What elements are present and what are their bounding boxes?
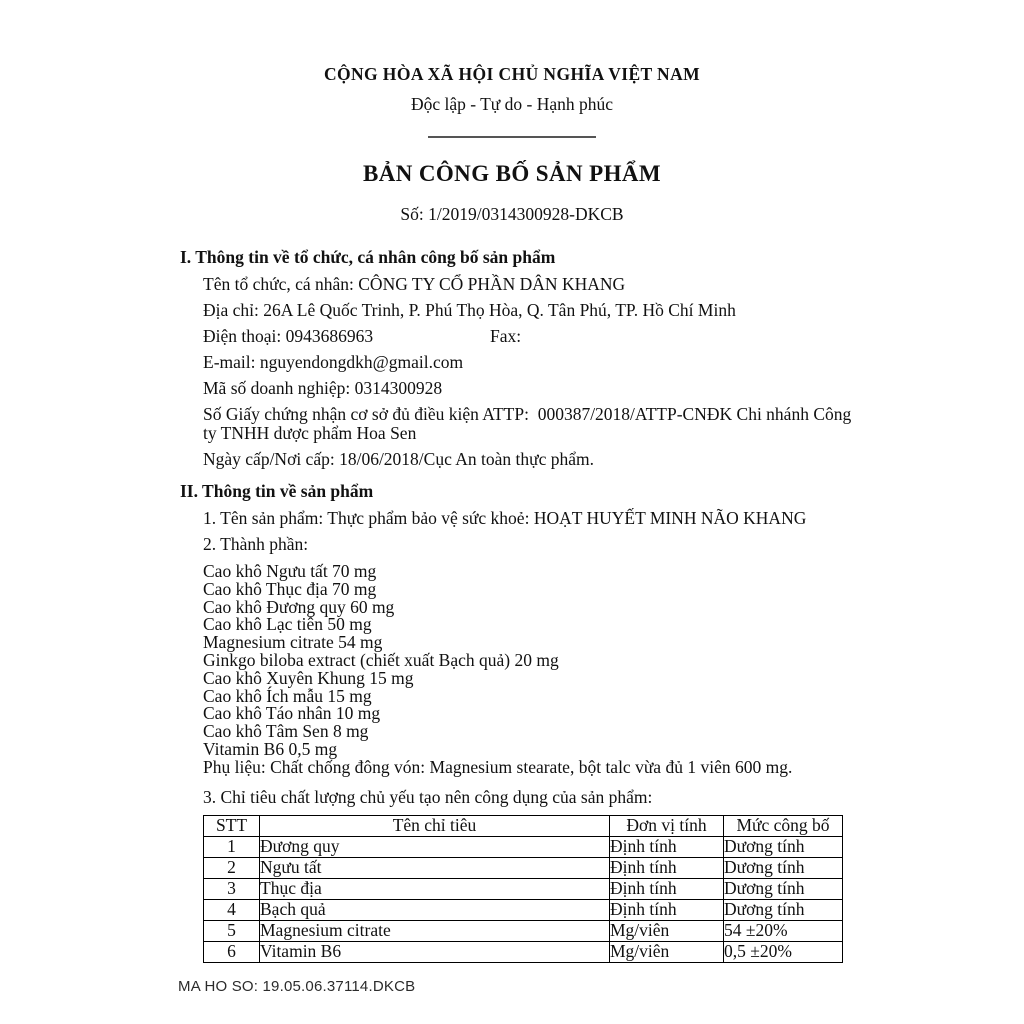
- cell-stt: 3: [204, 878, 260, 899]
- quality-criteria-table: [203, 815, 843, 963]
- cell-unit: Định tính: [610, 857, 724, 878]
- section2-heading: II. Thông tin về sản phẩm: [180, 481, 374, 501]
- table-header-row: [204, 815, 843, 836]
- cell-stt: 6: [204, 941, 260, 962]
- product-name-line: 1. Tên sản phẩm: Thực phẩm bảo vệ sức khoẻ: HOẠT HUYẾT MINH NÃO KHANG: [203, 508, 807, 528]
- table-row: [204, 836, 843, 857]
- ingredient-item: Cao khô Xuyên Khung 15 mg: [203, 667, 414, 688]
- cell-criterion: Magnesium citrate: [260, 920, 610, 941]
- cell-criterion: Thục địa: [260, 878, 610, 899]
- cell-unit: Định tính: [610, 899, 724, 920]
- cell-declared-level: Dương tính: [724, 836, 843, 857]
- cell-unit: Mg/viên: [610, 941, 724, 962]
- document-header: [0, 64, 1024, 225]
- national-title: CỘNG HÒA XÃ HỘI CHỦ NGHĨA VIỆT NAM: [323, 64, 701, 84]
- cell-declared-level: Dương tính: [724, 899, 843, 920]
- ingredient-list: [203, 563, 864, 777]
- section1-details: [203, 275, 864, 469]
- address-line: Địa chỉ: 26A Lê Quốc Trinh, P. Phú Thọ Hòa, Q. Tân Phú, TP. Hồ Chí Minh: [203, 300, 736, 320]
- cell-criterion: Bạch quả: [260, 899, 610, 920]
- document-number: Số: 1/2019/0314300928-DKCB: [400, 204, 624, 224]
- ingredient-item: Cao khô Đương quy 60 mg: [203, 596, 395, 617]
- attp-certificate-line: Số Giấy chứng nhận cơ sở đủ điều kiện ATTP: 000387/2018/ATTP-CNĐK Chi nhánh Công ty TNHH dược phẩm Hoa Sen: [203, 404, 856, 443]
- section1-heading: I. Thông tin về tổ chức, cá nhân công bố sản phẩm: [180, 247, 556, 267]
- cell-declared-level: Dương tính: [724, 878, 843, 899]
- table-header-stt: STT: [204, 815, 260, 836]
- table-row: [204, 878, 843, 899]
- phone-value: Điện thoại: 0943686963: [203, 326, 374, 346]
- table-row: [204, 941, 843, 962]
- document-body: [180, 248, 864, 963]
- ingredient-item: Phụ liệu: Chất chống đông vón: Magnesium stearate, bột talc vừa đủ 1 viên 600 mg.: [203, 756, 793, 777]
- org-name-line: Tên tổ chức, cá nhân: CÔNG TY CỔ PHẦN DÂN KHANG: [203, 274, 626, 294]
- cell-declared-level: 54 ±20%: [724, 920, 843, 941]
- cell-criterion: Ngưu tất: [260, 857, 610, 878]
- ingredient-item: Ginkgo biloba extract (chiết xuất Bạch quả) 20 mg: [203, 649, 559, 670]
- table-header-criterion: Tên chỉ tiêu: [260, 815, 610, 836]
- table-header-unit: Đơn vị tính: [610, 815, 724, 836]
- cell-unit: Định tính: [610, 878, 724, 899]
- cell-criterion: Vitamin B6: [260, 941, 610, 962]
- table-row: [204, 857, 843, 878]
- cell-criterion: Đương quy: [260, 836, 610, 857]
- ingredient-item: Vitamin B6 0,5 mg: [203, 738, 338, 759]
- cell-stt: 1: [204, 836, 260, 857]
- national-motto: Độc lập - Tự do - Hạnh phúc: [410, 94, 614, 114]
- cell-unit: Mg/viên: [610, 920, 724, 941]
- product-info: [203, 509, 864, 554]
- ingredient-item: Magnesium citrate 54 mg: [203, 632, 383, 653]
- cell-stt: 2: [204, 857, 260, 878]
- ingredient-item: Cao khô Táo nhân 10 mg: [203, 703, 381, 724]
- ingredient-item: Cao khô Tâm Sen 8 mg: [203, 721, 369, 742]
- ingredient-item: Cao khô Lạc tiên 50 mg: [203, 614, 372, 635]
- cell-declared-level: Dương tính: [724, 857, 843, 878]
- table-row: [204, 920, 843, 941]
- issue-date-line: Ngày cấp/Nơi cấp: 18/06/2018/Cục An toàn thực phẩm.: [203, 449, 595, 469]
- fax-label: Fax:: [490, 326, 522, 346]
- quality-criteria-heading: 3. Chỉ tiêu chất lượng chủ yếu tạo nên công dụng của sản phẩm:: [203, 786, 653, 807]
- cell-stt: 5: [204, 920, 260, 941]
- cell-stt: 4: [204, 899, 260, 920]
- phone-fax-line: [203, 327, 864, 346]
- ingredient-item: Cao khô Thục địa 70 mg: [203, 578, 377, 599]
- business-id-line: Mã số doanh nghiệp: 0314300928: [203, 378, 443, 398]
- header-separator-line: [428, 136, 596, 138]
- ingredient-item: Cao khô Ngưu tất 70 mg: [203, 561, 377, 581]
- table-row: [204, 899, 843, 920]
- email-line: E-mail: nguyendongdkh@gmail.com: [203, 352, 464, 372]
- cell-declared-level: 0,5 ±20%: [724, 941, 843, 962]
- document-title: BẢN CÔNG BỐ SẢN PHẨM: [362, 161, 662, 186]
- ingredient-item: Cao khô Ích mẫu 15 mg: [203, 685, 372, 706]
- ingredients-heading: 2. Thành phần:: [203, 534, 309, 554]
- cell-unit: Định tính: [610, 836, 724, 857]
- table-header-declared-level: Mức công bố: [724, 815, 843, 836]
- file-code: MA HO SO: 19.05.06.37114.DKCB: [178, 978, 416, 995]
